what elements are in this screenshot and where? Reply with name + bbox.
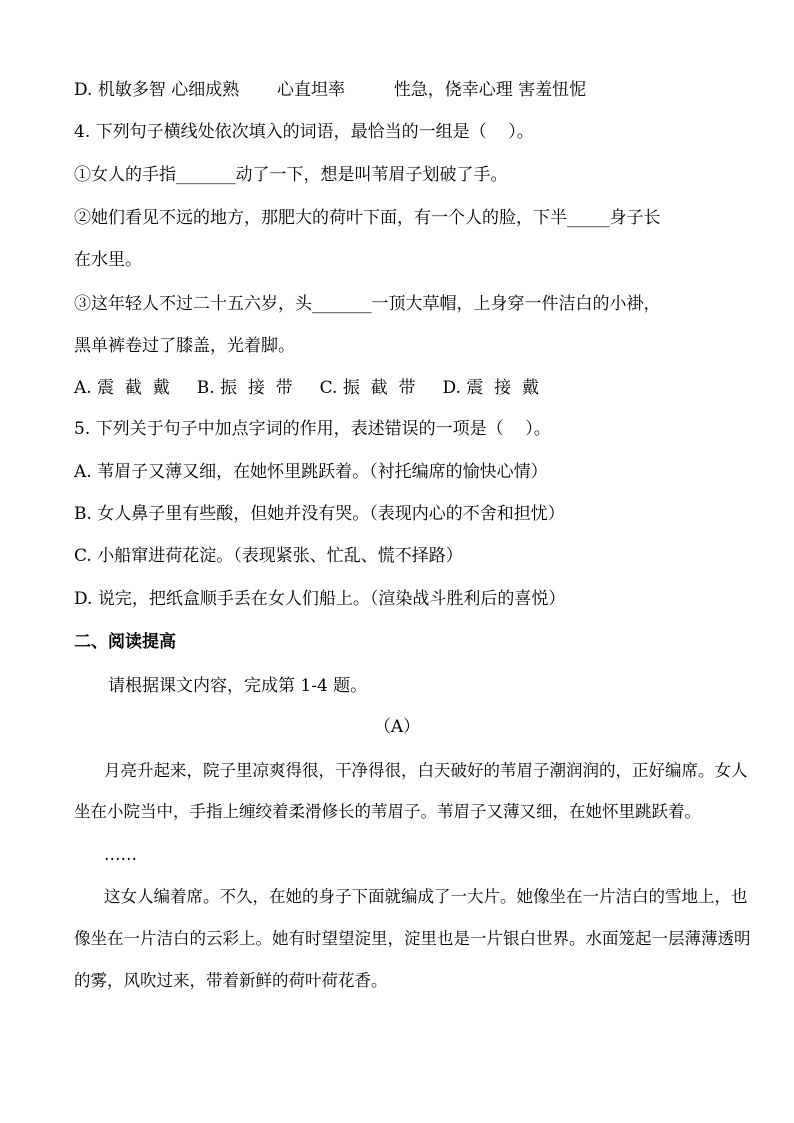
q4-sentence-2-line-2: 在水里。 [74,250,142,270]
q5-stem: 5. 下列关于句子中加点字词的作用，表述错误的一项是（ ）。 [74,419,551,439]
passage-p1-line-2: 坐在小院当中，手指上缠绞着柔滑修长的苇眉子。苇眉子又薄又细，在她怀里跳跃着。 [74,802,701,821]
q4-sentence-3-line-1: ③这年轻人不过二十五六岁，头_______一顶大草帽，上身穿一件洁白的小褂， [74,294,661,314]
passage-p2-line-1: 这女人编着席。不久，在她的身子下面就编成了一大片。她像坐在一片洁白的雪地上，也 [104,887,748,906]
section-heading: 二、阅读提高 [74,632,176,652]
passage-p1-line-1: 月亮升起来，院子里凉爽得很，干净得很，白天破好的苇眉子潮润润的，正好编席。女人 [104,761,748,780]
passage-label: （A） [373,717,421,737]
q4-stem: 4. 下列句子横线处依次填入的词语，最恰当的一组是（ ）。 [74,122,534,142]
passage-p2-line-2: 像坐在一片洁白的云彩上。她有时望望淀里，淀里也是一片银白世界。水面笼起一层薄薄透明 [74,929,751,948]
q5-option-b: B. 女人鼻子里有些酸，但她并没有哭。（表现内心的不舍和担忧） [74,504,565,524]
q4-sentence-1: ①女人的手指_______动了一下，想是叫苇眉子划破了手。 [74,165,508,185]
q5-option-a: A. 苇眉子又薄又细，在她怀里跳跃着。（衬托编席的愉快心情） [74,462,548,482]
q3-option-d: D. 机敏多智 心细成熟 心直坦率 性急，侥幸心理 害羞忸怩 [74,80,587,100]
passage-ellipsis: …… [104,845,137,864]
q4-options: A. 震 截 戴 B. 振 接 带 C. 振 截 带 D. 震 接 戴 [74,378,539,398]
q4-sentence-3-line-2: 黑单裤卷过了膝盖，光着脚。 [74,336,295,356]
section-instruction: 请根据课文内容，完成第 1-4 题。 [108,676,368,696]
q5-option-c: C. 小船窜进荷花淀。（表现紧张、忙乱、慌不择路） [74,546,463,566]
q4-sentence-2-line-1: ②她们看见不远的地方，那肥大的荷叶下面，有一个人的脸，下半_____身子长 [74,208,661,228]
q5-option-d: D. 说完，把纸盒顺手丢在女人们船上。（渲染战斗胜利后的喜悦） [74,589,566,609]
passage-p2-line-3: 的雾，风吹过来，带着新鲜的荷叶荷花香。 [74,971,388,990]
